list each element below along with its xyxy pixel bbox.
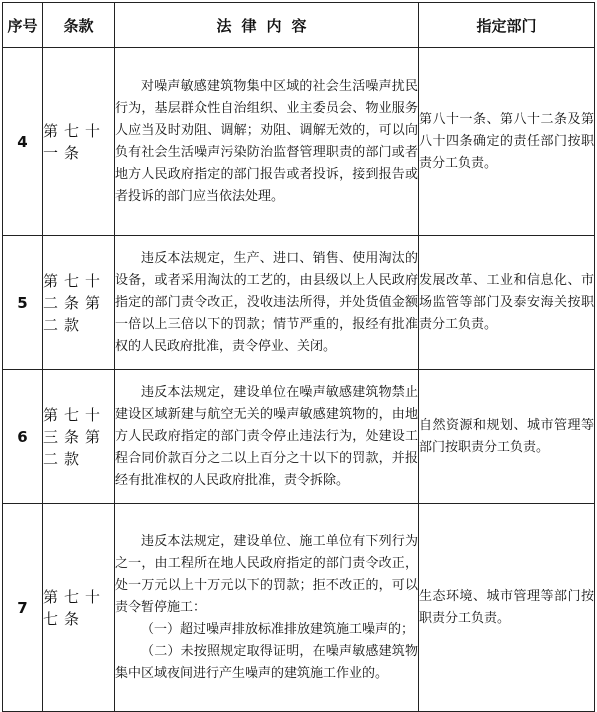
header-row xyxy=(3,3,595,48)
row-dept: 第八十一条、第八十二条及第八十四条确定的责任部门按职责分工负责。 xyxy=(419,48,595,236)
content-paragraph: 违反本法规定，生产、进口、销售、使用淘汰的设备，或者采用淘汰的工艺的，由县级以上人民政府指定的部门责令改正，没收违法所得，并处货值金额一倍以上三倍以下的罚款；情节严重的，报经有批准权的人民政府批准，责令停业、关闭。 xyxy=(115,250,418,354)
row-content xyxy=(115,236,419,370)
row-clause: 第七十七条 xyxy=(43,504,115,712)
content-paragraph: 违反本法规定，建设单位、施工单位有下列行为之一，由工程所在地人民政府指定的部门责令改正，处一万元以上十万元以下的罚款；拒不改正的，可以责令暂停施工： xyxy=(115,533,418,615)
row-seq: 5 xyxy=(3,236,43,370)
row-dept: 发展改革、工业和信息化、市场监管等部门及泰安海关按职责分工负责。 xyxy=(419,236,595,370)
header-dept: 指定部门 xyxy=(419,3,595,48)
table-row xyxy=(3,48,595,236)
table-row xyxy=(3,236,595,370)
row-dept: 生态环境、城市管理等部门按职责分工负责。 xyxy=(419,504,595,712)
row-seq: 6 xyxy=(3,370,43,504)
row-clause: 第七十二条第二款 xyxy=(43,236,115,370)
content-paragraph: 对噪声敏感建筑物集中区域的社会生活噪声扰民行为，基层群众性自治组织、业主委员会、物业服务人应当及时劝阻、调解；劝阻、调解无效的，可以向负有社会生活噪声污染防治监督管理职责的部门或者地方人民政府指定的部门报告或者投诉，接到报告或者投诉的部门应当依法处理。 xyxy=(115,78,418,204)
header-content: 法律内容 xyxy=(115,3,419,48)
header-clause: 条款 xyxy=(43,3,115,48)
table-row xyxy=(3,370,595,504)
content-paragraph: 违反本法规定，建设单位在噪声敏感建筑物禁止建设区域新建与航空无关的噪声敏感建筑物的，由地方人民政府指定的部门责令停止违法行为，处建设工程合同价款百分之二以上百分之十以下的罚款，并报经有批准权的人民政府批准，责令拆除。 xyxy=(115,384,418,488)
table-row xyxy=(3,504,595,712)
row-content xyxy=(115,48,419,236)
law-table xyxy=(2,2,595,712)
content-item-2: （二）未按照规定取得证明，在噪声敏感建筑物集中区域夜间进行产生噪声的建筑施工作业的。 xyxy=(115,643,418,681)
header-seq: 序号 xyxy=(3,3,43,48)
row-clause: 第七十三条第二款 xyxy=(43,370,115,504)
content-item-1: （一）超过噪声排放标准排放建筑施工噪声的； xyxy=(141,621,415,637)
row-content xyxy=(115,504,419,712)
row-content xyxy=(115,370,419,504)
row-seq: 7 xyxy=(3,504,43,712)
row-clause: 第七十一条 xyxy=(43,48,115,236)
row-dept: 自然资源和规划、城市管理等部门按职责分工负责。 xyxy=(419,370,595,504)
row-seq: 4 xyxy=(3,48,43,236)
